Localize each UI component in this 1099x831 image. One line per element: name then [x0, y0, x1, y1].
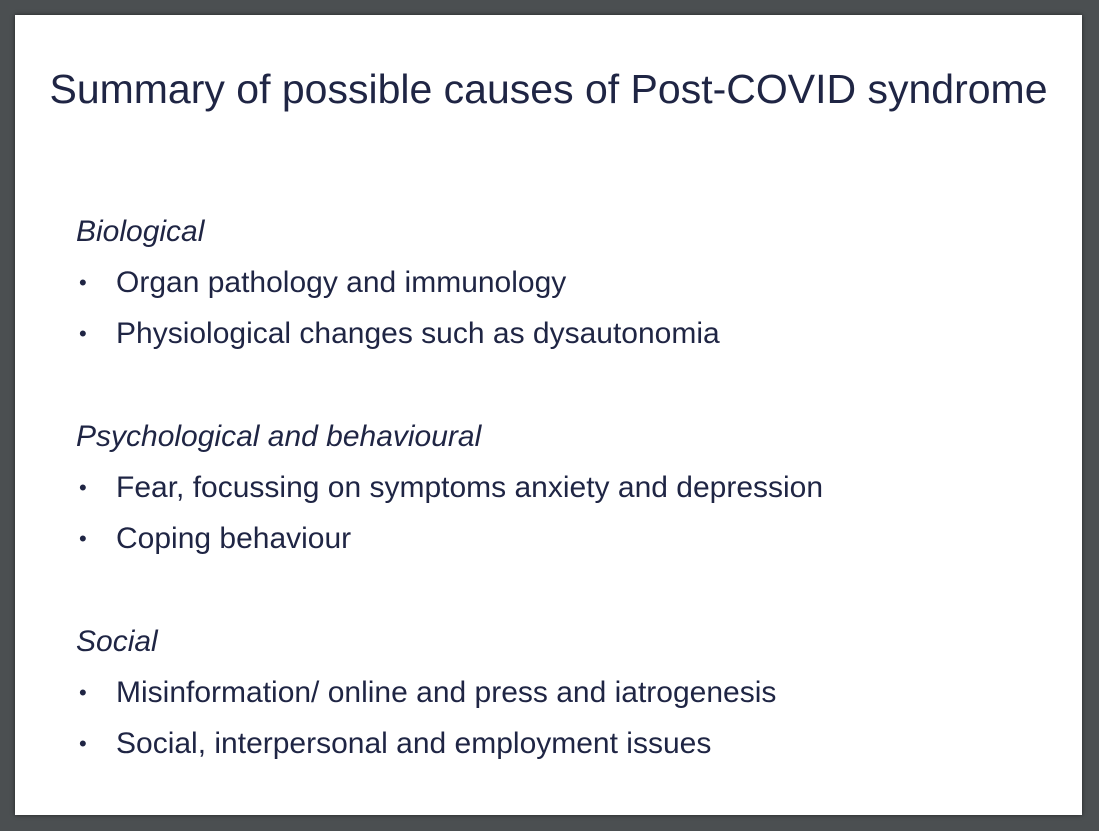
section-biological: [76, 212, 1056, 365]
section-heading: Social: [76, 625, 158, 658]
bullet-text: Coping behaviour: [116, 522, 352, 555]
section-social: [76, 622, 1056, 775]
bullet-text: Physiological changes such as dysautonomia: [116, 317, 720, 350]
bullet-text: Organ pathology and immunology: [116, 266, 567, 299]
section-heading: Psychological and behavioural: [76, 420, 482, 453]
bullet-item: [76, 724, 1056, 764]
bullet-dot-icon: •: [79, 526, 87, 551]
bullet-list: [76, 263, 1056, 354]
bullet-dot-icon: •: [79, 680, 87, 705]
bullet-dot-icon: •: [79, 475, 87, 500]
section-psychological: [76, 417, 1056, 570]
bullet-text: Fear, focussing on symptoms anxiety and depression: [116, 471, 824, 504]
slide-title: Summary of possible causes of Post-COVID syndrome: [49, 66, 1048, 112]
bullet-text: Social, interpersonal and employment issues: [116, 727, 712, 760]
bullet-dot-icon: •: [79, 270, 87, 295]
bullet-item: [76, 673, 1056, 713]
slide: [15, 15, 1082, 815]
bullet-item: [76, 314, 1056, 354]
bullet-item: [76, 468, 1056, 508]
bullet-item: [76, 519, 1056, 559]
section-heading: Biological: [76, 215, 205, 248]
bullet-dot-icon: •: [79, 321, 87, 346]
bullet-list: [76, 673, 1056, 764]
bullet-item: [76, 263, 1056, 303]
bullet-dot-icon: •: [79, 731, 87, 756]
bullet-text: Misinformation/ online and press and iatrogenesis: [116, 676, 777, 709]
bullet-list: [76, 468, 1056, 559]
